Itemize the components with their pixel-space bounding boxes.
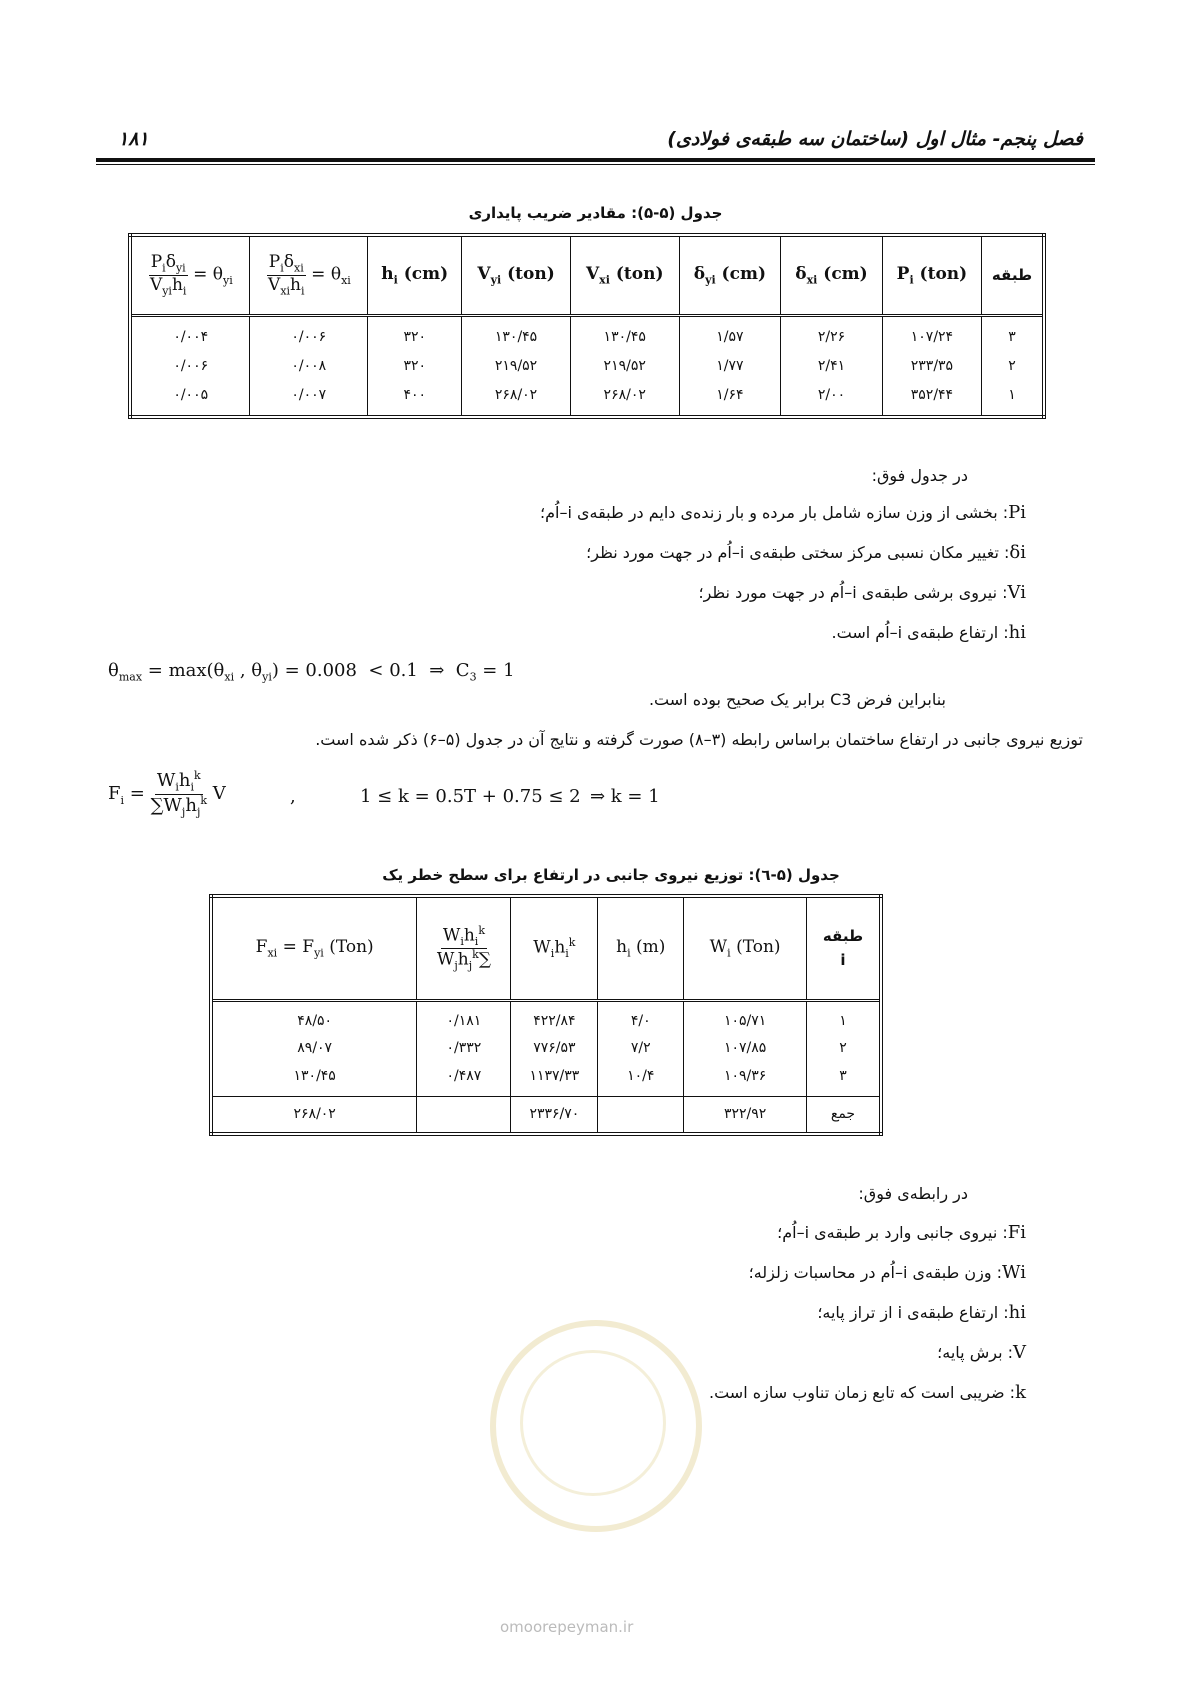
table-cell: ۳۵۲/۴۴: [882, 383, 981, 417]
definition-symbol: hi: [1008, 1302, 1026, 1323]
th-dx: (cm) $\delta_{xi}$: [781, 235, 883, 315]
definition-symbol: Vi: [1007, 582, 1026, 603]
definition-symbol: δi: [1009, 542, 1026, 563]
table-cell: ۱۰/۴: [598, 1064, 684, 1096]
table-cell: ۰/۴۸۷: [417, 1064, 511, 1096]
para-distribution: توزیع نیروی جانبی در ارتفاع ساختمان براساس رابطه (۳–۸) صورت گرفته و نتایج آن در جدول (۵–۶) ذکر شده است.: [315, 730, 1083, 749]
table-cell: ۱۳۰/۴۵: [462, 315, 571, 349]
table-cell: ۱: [807, 1000, 882, 1032]
table-cell: ۲۳۳/۳۵: [882, 349, 981, 383]
table-cell: ۱۰۵/۷۱: [684, 1000, 807, 1032]
table-cell: ۰/۳۳۲: [417, 1032, 511, 1064]
table-row: [211, 1032, 881, 1064]
table-cell: ۳۲۰: [368, 315, 462, 349]
lateral-force-table: [209, 894, 883, 1136]
header-rule-thin: [96, 164, 1095, 165]
definition-symbol: hi: [1008, 622, 1026, 643]
table-cell: ۲/۴۱: [781, 349, 883, 383]
table6-caption: جدول (۵-٦): توزیع نیروی جانبی در ارتفاع برای سطح خطر یک: [382, 866, 840, 884]
table-cell: ۴۰۰: [368, 383, 462, 417]
definition-symbol: k: [1015, 1382, 1026, 1403]
definition-item: [540, 502, 1026, 523]
equation-separator: ,: [290, 786, 296, 807]
table-cell: ۳: [807, 1064, 882, 1096]
table-cell: ۸۹/۰۷: [211, 1032, 417, 1064]
definition-item: [817, 1302, 1026, 1323]
table-cell: ۷۷۶/۵۳: [511, 1032, 598, 1064]
table-cell: ۰/۰۰۴: [130, 315, 250, 349]
definition-text: : نیروی جانبی وارد بر طبقه‌ی i–اُم؛: [777, 1223, 1008, 1242]
definition-symbol: Wi: [1002, 1262, 1026, 1283]
table-cell: ۰/۰۰۵: [130, 383, 250, 417]
th6-f: $F_{xi} = F_{yi}$ (Ton): [211, 896, 417, 1000]
table-cell: ۱۱۳۷/۳۳: [511, 1064, 598, 1096]
table-row: [130, 315, 1044, 349]
page-number: ۱۸۱: [118, 128, 149, 150]
th-theta-y: $\theta_{yi}$ = $\frac{P_i\delta_{yi}}{V_{yi}h_i}$: [130, 235, 250, 315]
definition-item: [699, 582, 1026, 603]
table-cell: ۲: [982, 349, 1045, 383]
definition-text: : وزن طبقه‌ی i–اُم در محاسبات زلزله؛: [748, 1263, 1003, 1282]
table-cell: ۲۱۹/۵۲: [570, 349, 679, 383]
total-cell: ۲۳۳۶/۷۰: [511, 1096, 598, 1134]
definition-item: [749, 1262, 1026, 1283]
definition-item: [586, 542, 1026, 563]
table-cell: ۱/۶۴: [679, 383, 781, 417]
definition-text: : ارتفاع طبقه‌ی i از تراز پایه؛: [817, 1303, 1009, 1322]
table-cell: ۲/۰۰: [781, 383, 883, 417]
definition-item: [832, 622, 1026, 643]
definition-text: : برش پایه؛: [937, 1343, 1013, 1362]
definition-symbol: Fi: [1007, 1222, 1026, 1243]
para-conclusion: بنابراین فرض C3 برابر یک صحیح بوده است.: [648, 690, 946, 709]
total-cell: ۳۲۲/۹۲: [684, 1096, 807, 1134]
table-row: [211, 1064, 881, 1096]
table-cell: ۰/۰۰۷: [250, 383, 368, 417]
chapter-title: فصل پنجم- مثال اول (ساختمان سه طبقه‌ی فولادی): [667, 128, 1083, 150]
theta-max-equation: $\theta_{max} = \max(\theta_{xi}$ , $\theta_{yi}) = 0.008 < 0.1$ ⇒ $C_3 = 1$: [108, 660, 515, 684]
table-cell: ۴/۰: [598, 1000, 684, 1032]
table-row: [130, 383, 1044, 417]
th6-wh: $W_ih_i^k$: [511, 896, 598, 1000]
definition-text: : بخشی از وزن سازه شامل بار مرده و بار زنده‌ی دایم در طبقه‌ی i–اُم؛: [540, 503, 1009, 522]
definition-item: [777, 1222, 1026, 1243]
table-cell: ۰/۱۸۱: [417, 1000, 511, 1032]
th-floor: طبقه: [982, 235, 1045, 315]
total-cell: ۲۶۸/۰۲: [211, 1096, 417, 1134]
table-cell: ۲/۲۶: [781, 315, 883, 349]
table-cell: ۴۲۲/۸۴: [511, 1000, 598, 1032]
header-rule: [96, 158, 1095, 162]
table-cell: ۳: [982, 315, 1045, 349]
th-h: (cm) $h_i$: [368, 235, 462, 315]
table-cell: ۷/۲: [598, 1032, 684, 1064]
th-dy: (cm) $\delta_{yi}$: [679, 235, 781, 315]
lateral-force-table-body: [211, 1000, 881, 1134]
total-cell: جمع: [807, 1096, 882, 1134]
definition-text: : تغییر مکان نسبی مرکز سختی طبقه‌ی i–اُم در جهت مورد نظر؛: [586, 543, 1010, 562]
watermark-url: omoorepeyman.ir: [500, 1618, 634, 1636]
table-cell: ۰/۰۰۶: [130, 349, 250, 383]
th6-floor: طبقه i: [807, 896, 882, 1000]
table-cell: ۰/۰۰۸: [250, 349, 368, 383]
table-cell: ۲: [807, 1032, 882, 1064]
table-cell: ۲۶۸/۰۲: [570, 383, 679, 417]
definition-symbol: V: [1013, 1342, 1026, 1363]
th-vy: (ton) $V_{yi}$: [462, 235, 571, 315]
defs1-intro: در جدول فوق:: [871, 466, 968, 485]
table-cell: ۰/۰۰۶: [250, 315, 368, 349]
table-cell: ۱۳۰/۴۵: [211, 1064, 417, 1096]
k-condition: 1 ≤ k = 0.5T + 0.75 ≤ 2: [360, 786, 581, 807]
th-vx: (ton) $V_{xi}$: [570, 235, 679, 315]
table-cell: ۱/۷۷: [679, 349, 781, 383]
th6-h: $h_i$ (m): [598, 896, 684, 1000]
table-row: [130, 349, 1044, 383]
definition-symbol: Pi: [1008, 502, 1026, 523]
definition-text: : ارتفاع طبقه‌ی i–اُم است.: [831, 623, 1009, 642]
definition-item: [709, 1382, 1026, 1403]
stability-table-body: [130, 315, 1044, 417]
watermark-seal-inner: [520, 1350, 666, 1496]
k-result: ⇒ k = 1: [590, 786, 660, 807]
table-row: [211, 1000, 881, 1032]
table-cell: ۱/۵۷: [679, 315, 781, 349]
th6-w: $W_i$ (Ton): [684, 896, 807, 1000]
defs2-intro: در رابطه‌ی فوق:: [858, 1184, 968, 1203]
definition-text: : ضریبی است که تابع زمان تناوب سازه است.: [709, 1383, 1016, 1402]
total-cell: [598, 1096, 684, 1134]
table5-caption: جدول (۵-۵): مقادیر ضریب پایداری: [468, 204, 723, 222]
definition-item: [937, 1342, 1026, 1363]
stability-table: [128, 233, 1046, 419]
th-theta-x: $\theta_{xi}$ = $\frac{P_i\delta_{xi}}{V_{xi}h_i}$: [250, 235, 368, 315]
table-cell: ۴۸/۵۰: [211, 1000, 417, 1032]
definition-text: : نیروی برشی طبقه‌ی i–اُم در جهت مورد نظر؛: [698, 583, 1008, 602]
th6-ratio: $\frac{W_ih_i^k}{\sum W_jh_j^k}$: [417, 896, 511, 1000]
total-cell: [417, 1096, 511, 1134]
table-cell: ۱۰۹/۳۶: [684, 1064, 807, 1096]
table-cell: ۳۲۰: [368, 349, 462, 383]
th-p: (ton) $P_i$: [882, 235, 981, 315]
lateral-force-equation: $F_i$ = $\frac{W_ih_i^k}{\sum W_jh_j^k}$ V: [108, 769, 226, 819]
table-cell: ۲۶۸/۰۲: [462, 383, 571, 417]
table-cell: ۱۰۷/۸۵: [684, 1032, 807, 1064]
table-total-row: [211, 1096, 881, 1134]
table-cell: ۱: [982, 383, 1045, 417]
table-cell: ۲۱۹/۵۲: [462, 349, 571, 383]
table-cell: ۱۳۰/۴۵: [570, 315, 679, 349]
table-cell: ۱۰۷/۲۴: [882, 315, 981, 349]
